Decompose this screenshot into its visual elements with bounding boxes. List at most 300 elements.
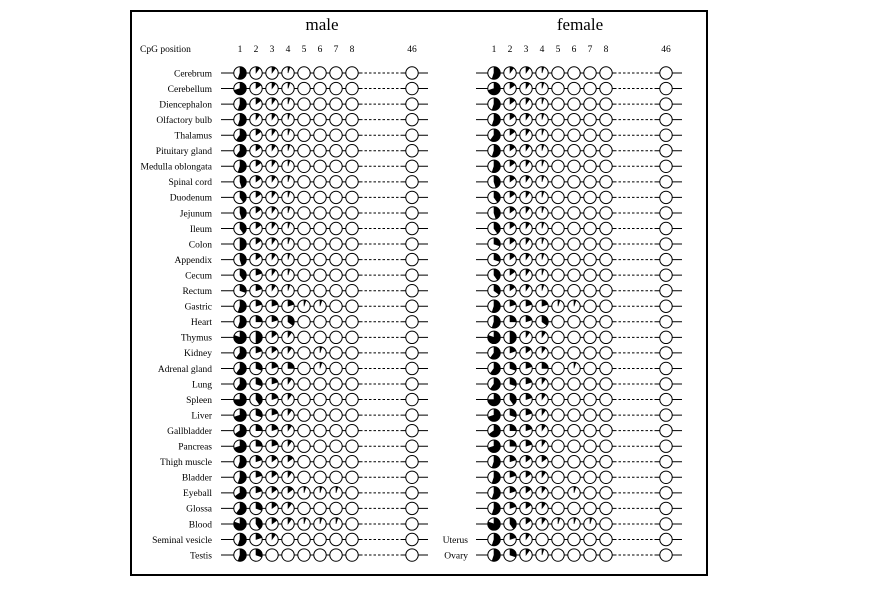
cpg-site-circle (314, 378, 326, 390)
methylation-fill (240, 238, 246, 250)
tissue-row (476, 238, 682, 250)
cpg-site-circle (298, 331, 310, 343)
cpg-site-circle (568, 502, 580, 514)
cpg-site-circle (568, 347, 580, 359)
methylation-fill (256, 440, 262, 446)
cpg-site-circle (660, 269, 672, 281)
tissue-row (476, 113, 682, 125)
tissue-row (167, 424, 428, 437)
tissue-row (476, 67, 682, 79)
cpg-site-circle (568, 269, 580, 281)
cpg-site-circle (314, 456, 326, 468)
cpg-site-circle (568, 378, 580, 390)
cpg-site-circle (660, 316, 672, 328)
cpg-site-circle (552, 409, 564, 421)
cpg-position-number: 5 (301, 45, 307, 55)
tissue-label: Ileum (189, 224, 212, 235)
cpg-site-circle (600, 518, 612, 530)
cpg-site-circle (346, 98, 358, 110)
cpg-site-circle (552, 222, 564, 234)
cpg-site-circle (600, 362, 612, 374)
tissue-row (476, 160, 682, 172)
cpg-site-circle (314, 145, 326, 157)
tissue-label: Seminal vesicle (152, 535, 212, 546)
cpg-site-circle (660, 487, 672, 499)
cpg-site-circle (406, 487, 418, 499)
tissue-label: Kidney (184, 349, 212, 360)
tissue-row (476, 331, 682, 343)
cpg-site-circle (298, 238, 310, 250)
tissue-row (152, 533, 428, 546)
cpg-site-circle (314, 424, 326, 436)
cpg-site-circle (660, 456, 672, 468)
cpg-site-circle (346, 207, 358, 219)
cpg-site-circle (600, 129, 612, 141)
cpg-site-circle (568, 160, 580, 172)
cpg-site-circle (406, 222, 418, 234)
cpg-site-circle (584, 440, 596, 452)
cpg-site-circle (330, 549, 342, 561)
tissue-row (476, 424, 682, 436)
cpg-site-circle (346, 440, 358, 452)
cpg-site-circle (406, 145, 418, 157)
cpg-site-circle (584, 347, 596, 359)
cpg-site-circle (330, 409, 342, 421)
cpg-position-number: 5 (555, 45, 561, 55)
tissue-row (168, 176, 428, 189)
tissue-label: Thigh muscle (160, 458, 212, 469)
cpg-site-circle (314, 471, 326, 483)
cpg-site-circle (600, 145, 612, 157)
cpg-site-circle (406, 98, 418, 110)
cpg-site-circle (600, 98, 612, 110)
cpg-site-circle (314, 238, 326, 250)
cpg-site-circle (314, 285, 326, 297)
cpg-site-circle (314, 222, 326, 234)
cpg-site-circle (600, 378, 612, 390)
cpg-site-circle (568, 471, 580, 483)
cpg-site-circle (660, 300, 672, 312)
cpg-site-circle (406, 269, 418, 281)
tissue-label: Blood (188, 520, 212, 531)
cpg-site-circle (552, 129, 564, 141)
cpg-site-circle (330, 67, 342, 79)
cpg-site-circle (584, 549, 596, 561)
cpg-site-circle (330, 253, 342, 265)
cpg-site-circle (298, 533, 310, 545)
cpg-site-circle (568, 191, 580, 203)
cpg-site-circle (584, 222, 596, 234)
cpg-site-circle (584, 316, 596, 328)
cpg-site-circle (600, 300, 612, 312)
cpg-site-circle (600, 113, 612, 125)
cpg-site-circle (660, 145, 672, 157)
cpg-site-circle (568, 253, 580, 265)
cpg-site-circle (330, 456, 342, 468)
cpg-site-circle (314, 409, 326, 421)
tissue-label: Rectum (182, 287, 212, 297)
tissue-row (190, 222, 428, 235)
cpg-site-circle (552, 67, 564, 79)
cpg-site-circle (298, 176, 310, 188)
tissue-label: Bladder (181, 473, 212, 484)
cpg-site-circle (406, 300, 418, 312)
cpg-site-circle (314, 316, 326, 328)
cpg-site-circle (298, 424, 310, 436)
tissue-row (182, 471, 428, 484)
tissue-label: Testis (189, 551, 212, 562)
cpg-position-number: 6 (317, 45, 323, 55)
tissue-row (476, 502, 682, 514)
tissue-label: Eyeball (182, 489, 212, 500)
cpg-site-circle (406, 549, 418, 561)
cpg-site-circle (346, 82, 358, 94)
cpg-site-circle (584, 113, 596, 125)
cpg-site-circle (584, 502, 596, 514)
tissue-row (476, 316, 682, 328)
cpg-site-circle (346, 269, 358, 281)
cpg-site-circle (406, 253, 418, 265)
cpg-site-circle (552, 160, 564, 172)
tissue-row (159, 98, 428, 111)
cpg-site-circle (600, 409, 612, 421)
tissue-row (476, 362, 682, 374)
tissue-row (476, 456, 682, 468)
cpg-site-circle (282, 533, 294, 545)
cpg-site-circle (298, 285, 310, 297)
tissue-label: Heart (190, 318, 212, 329)
cpg-site-circle (298, 393, 310, 405)
cpg-site-circle (298, 191, 310, 203)
tissue-row (476, 471, 682, 483)
cpg-site-circle (600, 347, 612, 359)
cpg-site-circle (298, 316, 310, 328)
tissue-label: Cerebellum (167, 84, 212, 95)
cpg-site-circle (406, 129, 418, 141)
tissue-row (180, 207, 428, 220)
tissue-row (185, 300, 428, 313)
methylation-fill (510, 440, 516, 446)
cpg-site-circle (584, 409, 596, 421)
cpg-site-circle (660, 518, 672, 530)
cpg-site-circle (330, 285, 342, 297)
cpg-site-circle (552, 269, 564, 281)
tissue-label: Liver (191, 411, 212, 422)
cpg-site-circle (600, 471, 612, 483)
cpg-site-circle (568, 67, 580, 79)
cpg-site-circle (314, 253, 326, 265)
cpg-site-circle (330, 424, 342, 436)
tissue-label: Lung (191, 380, 212, 391)
cpg-site-circle (600, 424, 612, 436)
cpg-site-circle (660, 347, 672, 359)
tissue-label: Ovary (444, 551, 468, 562)
cpg-site-circle (346, 316, 358, 328)
cpg-site-circle (552, 362, 564, 374)
cpg-site-circle (568, 207, 580, 219)
cpg-site-circle (600, 191, 612, 203)
cpg-site-circle (600, 253, 612, 265)
cpg-site-circle (314, 129, 326, 141)
cpg-site-circle (406, 316, 418, 328)
cpg-site-circle (600, 440, 612, 452)
cpg-site-circle (406, 533, 418, 545)
tissue-row (476, 191, 682, 203)
cpg-site-circle (600, 207, 612, 219)
cpg-site-circle (584, 456, 596, 468)
cpg-site-circle (330, 378, 342, 390)
cpg-site-circle (346, 129, 358, 141)
cpg-site-circle (298, 549, 310, 561)
cpg-site-circle (552, 347, 564, 359)
cpg-site-circle (406, 378, 418, 390)
tissue-row (476, 207, 682, 219)
tissue-label: Cerebrum (174, 69, 212, 80)
tissue-row (189, 518, 428, 531)
cpg-site-circle (406, 456, 418, 468)
tissue-row (191, 316, 428, 329)
cpg-site-circle (600, 285, 612, 297)
cpg-site-circle (584, 393, 596, 405)
cpg-site-circle (660, 378, 672, 390)
tissue-row (168, 82, 428, 95)
female-panel (443, 15, 682, 561)
cpg-site-circle (314, 98, 326, 110)
tissue-row (443, 533, 682, 546)
cpg-site-circle (660, 393, 672, 405)
tissue-row (476, 98, 682, 110)
cpg-site-circle (568, 331, 580, 343)
cpg-site-circle (406, 238, 418, 250)
tissue-row (476, 129, 682, 141)
cpg-site-circle (552, 378, 564, 390)
tissue-row (476, 409, 682, 421)
panel-title: male (305, 15, 339, 34)
cpg-site-circle (406, 440, 418, 452)
cpg-site-circle (298, 362, 310, 374)
tissue-label: Gastric (184, 302, 212, 313)
cpg-site-circle (552, 316, 564, 328)
cpg-site-circle (330, 440, 342, 452)
cpg-site-circle (568, 222, 580, 234)
cpg-site-circle (346, 238, 358, 250)
cpg-site-circle (314, 549, 326, 561)
cpg-site-circle (330, 207, 342, 219)
cpg-site-circle (298, 82, 310, 94)
cpg-position-number: 46 (661, 45, 671, 55)
cpg-site-circle (660, 222, 672, 234)
cpg-position-number: 4 (285, 45, 291, 55)
cpg-site-circle (568, 409, 580, 421)
cpg-site-circle (406, 160, 418, 172)
tissue-row (186, 502, 428, 515)
cpg-site-circle (568, 129, 580, 141)
cpg-site-circle (552, 502, 564, 514)
cpg-site-circle (660, 253, 672, 265)
cpg-site-circle (406, 518, 418, 530)
cpg-site-circle (314, 393, 326, 405)
cpg-site-circle (406, 82, 418, 94)
cpg-site-circle (298, 98, 310, 110)
tissue-row (178, 440, 428, 453)
cpg-site-circle (298, 471, 310, 483)
cpg-site-circle (552, 98, 564, 110)
cpg-site-circle (346, 487, 358, 499)
cpg-site-circle (346, 347, 358, 359)
cpg-site-circle (330, 160, 342, 172)
cpg-site-circle (600, 269, 612, 281)
cpg-site-circle (568, 145, 580, 157)
cpg-site-circle (600, 222, 612, 234)
tissue-label: Spleen (186, 395, 212, 406)
cpg-site-circle (346, 331, 358, 343)
tissue-row (476, 487, 682, 499)
tissue-row (174, 67, 428, 80)
cpg-site-circle (298, 440, 310, 452)
methylation-fill (510, 424, 516, 430)
cpg-position-number: 7 (587, 45, 593, 55)
cpg-site-circle (406, 207, 418, 219)
cpg-site-circle (346, 471, 358, 483)
cpg-site-circle (552, 207, 564, 219)
cpg-site-circle (600, 238, 612, 250)
cpg-position-number: 6 (571, 45, 577, 55)
tissue-label: Duodenum (169, 193, 212, 204)
cpg-site-circle (552, 113, 564, 125)
cpg-site-circle (406, 176, 418, 188)
cpg-site-circle (314, 160, 326, 172)
tissue-row (476, 347, 682, 359)
cpg-site-circle (266, 549, 278, 561)
cpg-site-circle (568, 285, 580, 297)
cpg-site-circle (660, 160, 672, 172)
cpg-site-circle (584, 238, 596, 250)
methylation-fill (542, 362, 548, 368)
tissue-row (184, 347, 428, 360)
cpg-site-circle (298, 113, 310, 125)
cpg-site-circle (330, 316, 342, 328)
cpg-site-circle (584, 82, 596, 94)
cpg-position-label: CpG position (140, 45, 191, 55)
tissue-row (158, 362, 428, 375)
cpg-site-circle (584, 487, 596, 499)
cpg-site-circle (536, 533, 548, 545)
cpg-site-circle (584, 285, 596, 297)
cpg-site-circle (406, 362, 418, 374)
tissue-label: Medulla oblongata (140, 162, 212, 173)
panel-title: female (556, 15, 604, 34)
cpg-site-circle (346, 393, 358, 405)
cpg-site-circle (568, 113, 580, 125)
methylation-fill (256, 424, 262, 430)
cpg-site-circle (660, 331, 672, 343)
cpg-site-circle (346, 222, 358, 234)
methylation-fill (256, 331, 262, 343)
tissue-row (476, 378, 682, 390)
cpg-site-circle (584, 362, 596, 374)
cpg-site-circle (406, 409, 418, 421)
cpg-site-circle (298, 502, 310, 514)
cpg-site-circle (314, 502, 326, 514)
tissue-row (476, 222, 682, 234)
cpg-site-circle (330, 347, 342, 359)
cpg-site-circle (314, 176, 326, 188)
cpg-site-circle (660, 191, 672, 203)
cpg-site-circle (298, 253, 310, 265)
tissue-row (185, 269, 428, 282)
cpg-site-circle (346, 409, 358, 421)
cpg-site-circle (346, 176, 358, 188)
tissue-row (186, 393, 428, 406)
tissue-row (476, 518, 682, 530)
cpg-site-circle (660, 285, 672, 297)
cpg-site-circle (584, 145, 596, 157)
cpg-site-circle (330, 471, 342, 483)
cpg-site-circle (298, 160, 310, 172)
tissue-label: Pancreas (178, 442, 212, 453)
tissue-label: Gallbladder (167, 426, 212, 437)
cpg-site-circle (330, 238, 342, 250)
cpg-site-circle (406, 471, 418, 483)
cpg-site-circle (660, 362, 672, 374)
cpg-site-circle (330, 176, 342, 188)
tissue-row (190, 549, 428, 562)
cpg-site-circle (346, 502, 358, 514)
cpg-site-circle (406, 191, 418, 203)
cpg-site-circle (406, 347, 418, 359)
cpg-site-circle (552, 393, 564, 405)
tissue-row (476, 300, 682, 312)
cpg-site-circle (314, 269, 326, 281)
methylation-fill (288, 362, 294, 368)
cpg-site-circle (584, 207, 596, 219)
cpg-site-circle (314, 207, 326, 219)
cpg-site-circle (330, 362, 342, 374)
cpg-site-circle (298, 409, 310, 421)
cpg-site-circle (330, 393, 342, 405)
tissue-row (476, 440, 682, 452)
cpg-site-circle (552, 145, 564, 157)
cpg-site-circle (600, 393, 612, 405)
cpg-site-circle (406, 67, 418, 79)
cpg-site-circle (406, 502, 418, 514)
cpg-site-circle (346, 160, 358, 172)
cpg-site-circle (330, 82, 342, 94)
cpg-site-circle (660, 502, 672, 514)
cpg-site-circle (298, 222, 310, 234)
cpg-site-circle (660, 409, 672, 421)
tissue-row (170, 191, 428, 204)
tissue-row (476, 176, 682, 188)
cpg-site-circle (552, 487, 564, 499)
cpg-site-circle (298, 347, 310, 359)
cpg-site-circle (346, 533, 358, 545)
cpg-site-circle (330, 191, 342, 203)
cpg-site-circle (584, 98, 596, 110)
cpg-site-circle (660, 67, 672, 79)
cpg-site-circle (584, 191, 596, 203)
cpg-site-circle (346, 67, 358, 79)
methylation-fill (510, 331, 516, 343)
cpg-site-circle (568, 238, 580, 250)
cpg-site-circle (552, 176, 564, 188)
cpg-site-circle (406, 331, 418, 343)
tissue-label: Diencephalon (159, 100, 212, 111)
cpg-position-number: 1 (237, 45, 243, 55)
cpg-site-circle (552, 549, 564, 561)
tissue-row (160, 456, 428, 469)
cpg-site-circle (584, 300, 596, 312)
